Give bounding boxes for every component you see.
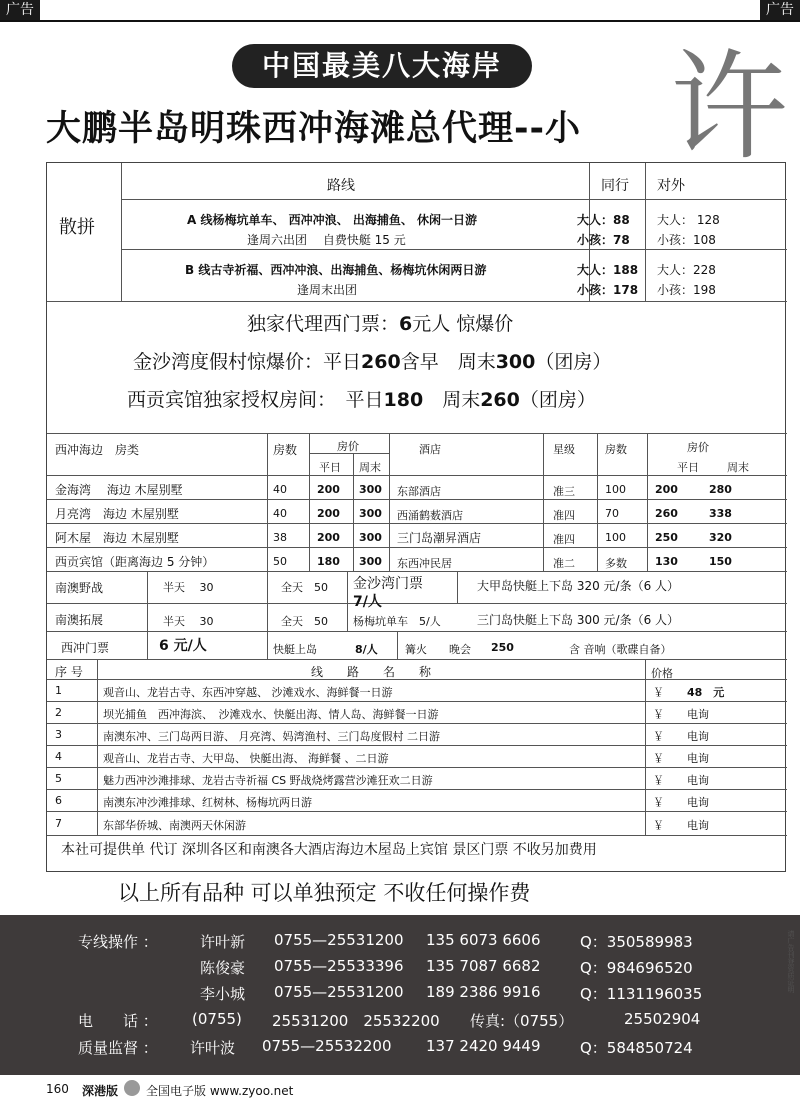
routes-head-name: 线 路 名 称	[311, 665, 432, 679]
person-2-qq: Q：984696520	[580, 959, 693, 977]
route-a-pub-child: 小孩：108	[657, 233, 716, 247]
route-b-peer-adult: 大人：188	[577, 263, 639, 277]
tel-numbers: 25531200 25532200	[272, 1012, 440, 1030]
extra-2-name: 南澳拓展	[55, 613, 104, 627]
rooms-head-weekend2: 周末	[727, 461, 749, 474]
ops-label: 专线操作 ：	[78, 933, 158, 951]
route-name: 坝光捕鱼 西冲海滨、 沙滩戏水、快艇出海、情人岛、海鲜餐一日游	[103, 708, 439, 721]
room-weekday: 200	[317, 531, 340, 544]
person-1-name: 许叶新	[200, 933, 246, 951]
slogan-banner: 中国最美八大海岸	[232, 44, 532, 88]
fax-label: 传真:（0755）	[470, 1012, 574, 1030]
hotel-count: 多数	[605, 557, 627, 570]
room-count: 40	[273, 483, 287, 496]
yuan-sign: ￥	[653, 686, 664, 699]
extra-3-fire-price: 250	[491, 641, 514, 654]
route-name: 南澳东冲、三门岛两日游、 月亮湾、妈湾渔村、三门岛度假村 二日游	[103, 730, 440, 743]
person-2-name: 陈俊豪	[200, 959, 246, 977]
route-no: 5	[55, 772, 62, 785]
route-a-title: A 线杨梅坑单车、 西冲冲浪、 出海捕鱼、 休闲一日游	[187, 213, 478, 227]
promo-2d: 300	[495, 351, 536, 373]
promo-2a: 金沙湾度假村惊爆价：平日	[133, 351, 362, 373]
rooms-head-weekend: 周末	[359, 461, 381, 474]
promo-3a: 西贡宾馆独家授权房间： 平日	[127, 389, 384, 411]
extra-1-full: 全天 50	[281, 581, 328, 594]
promo-3c: 周末	[423, 389, 481, 411]
edition-label: 深港版	[82, 1084, 119, 1098]
person-3-phone: 0755—25531200	[274, 983, 404, 1001]
room-weekday: 200	[317, 483, 340, 496]
route-price: 48 元	[687, 686, 725, 699]
side-note: 请广告刊登资质证明	[787, 930, 795, 993]
price-sheet	[46, 162, 786, 872]
group-label: 散拼	[59, 217, 95, 238]
rooms-head-weekday: 平日	[319, 461, 341, 474]
extra-1-name: 南澳野战	[55, 581, 104, 595]
extra-2-bike: 杨梅坑单车 5/人	[353, 615, 441, 628]
yuan-sign: ￥	[653, 752, 664, 765]
hotel-weekday: 260	[655, 507, 678, 520]
person-3-qq: Q：1131196035	[580, 985, 703, 1003]
hotel-count: 100	[605, 483, 626, 496]
rooms-head-area: 西冲海边 房类	[55, 443, 140, 457]
ad-label-right: 广告	[760, 0, 800, 20]
hotel-weekend: 320	[709, 531, 732, 544]
promo-3e: （团房）	[519, 389, 596, 411]
bottom-slogan: 以上所有品种 可以单独预定 不收任何操作费	[118, 881, 531, 905]
promo-2e: （团房）	[535, 351, 612, 373]
promo-1b: 6	[399, 313, 413, 335]
top-rule	[0, 20, 800, 22]
route-b-sub: 逢周末出团	[297, 283, 358, 297]
tel-area: (0755)	[192, 1010, 242, 1028]
promo-3b: 180	[383, 389, 424, 411]
room-name: 月亮湾 海边 木屋别墅	[55, 507, 179, 521]
route-no: 6	[55, 794, 62, 807]
extra-2-half: 半天 30	[163, 615, 214, 628]
extra-3-audio: 含 音响（歌碟自备）	[569, 643, 672, 656]
edition-logo-icon	[124, 1080, 140, 1096]
hotel-weekday: 250	[655, 531, 678, 544]
person-3-mobile: 189 2386 9916	[426, 983, 541, 1001]
yuan-sign: ￥	[653, 708, 664, 721]
route-price: 电询	[687, 819, 709, 832]
route-price: 电询	[687, 730, 709, 743]
jinsha-ticket: 金沙湾门票	[353, 576, 423, 592]
route-no: 1	[55, 684, 62, 697]
hotel-star: 准四	[553, 533, 575, 546]
room-count: 40	[273, 507, 287, 520]
hotel-count: 70	[605, 507, 619, 520]
head-public: 对外	[657, 178, 685, 194]
route-a-sub: 逢周六出团 自费快艇 15 元	[247, 233, 406, 247]
hotel-star: 准三	[553, 485, 575, 498]
rooms-head-price: 房价	[337, 440, 359, 453]
person-2-phone: 0755—25533396	[274, 957, 404, 975]
routes-head-price: 价格	[651, 667, 673, 680]
hotel-weekday: 130	[655, 555, 678, 568]
rooms-head-price2: 房价	[687, 441, 709, 454]
room-weekend: 300	[359, 555, 382, 568]
route-name: 东部华侨城、南澳两天休闲游	[103, 819, 246, 832]
extra-3-price: 6 元/人	[159, 638, 207, 654]
promo-1c: 元人 惊爆价	[412, 313, 514, 335]
route-b-peer-child: 小孩：178	[577, 283, 639, 297]
person-3-name: 李小城	[200, 985, 246, 1003]
rooms-head-star: 星级	[553, 443, 575, 456]
route-a-pub-adult: 大人： 128	[657, 213, 720, 227]
route-no: 4	[55, 750, 62, 763]
extra-1-right: 大甲岛快艇上下岛 320 元/条（6 人）	[477, 579, 680, 593]
ad-label-left: 广告	[0, 0, 40, 20]
hotel-weekend: 280	[709, 483, 732, 496]
qc-phone: 0755—25532200	[262, 1037, 392, 1055]
qc-label: 质量监督 ：	[78, 1039, 158, 1057]
promo-3d: 260	[480, 389, 520, 411]
route-price: 电询	[687, 752, 709, 765]
route-a-peer-child: 小孩：78	[577, 233, 630, 247]
qc-name: 许叶波	[190, 1039, 236, 1057]
hotel-count: 100	[605, 531, 626, 544]
qc-mobile: 137 2420 9449	[426, 1037, 541, 1055]
route-b-title: B 线古寺祈福、西冲冲浪、出海捕鱼、杨梅坑休闲两日游	[185, 263, 487, 277]
route-no: 2	[55, 706, 62, 719]
tel-label: 电 话 ：	[78, 1012, 158, 1030]
extra-3-boat: 快艇上岛	[273, 643, 317, 656]
rooms-head-count: 房数	[273, 443, 298, 457]
room-weekend: 300	[359, 531, 382, 544]
contact-panel	[0, 915, 800, 1075]
promo-line-2	[133, 347, 611, 374]
route-name: 观音山、龙岩古寺、大甲岛、 快艇出海、 海鲜餐 、二日游	[103, 752, 389, 765]
route-no: 3	[55, 728, 62, 741]
room-name: 阿木屋 海边 木屋别墅	[55, 531, 179, 545]
hotel-star: 准四	[553, 509, 575, 522]
room-count: 38	[273, 531, 287, 544]
room-count: 50	[273, 555, 287, 568]
room-weekday: 200	[317, 507, 340, 520]
route-name: 魅力西冲沙滩排球、龙岩古寺祈福 CS 野战烧烤露营沙滩狂欢二日游	[103, 774, 433, 787]
yuan-sign: ￥	[653, 730, 664, 743]
hotel-name: 东西冲民居	[397, 557, 452, 570]
extra-3-fire: 篝火 晚会	[405, 643, 471, 656]
jinsha-ticket-price: 7/人	[353, 594, 382, 610]
head-peer: 同行	[601, 178, 629, 194]
hotel-weekday: 200	[655, 483, 678, 496]
route-price: 电询	[687, 774, 709, 787]
route-a-peer-adult: 大人：88	[577, 213, 630, 227]
route-price: 电询	[687, 708, 709, 721]
service-note: 本社可提供单 代订 深圳各区和南澳各大酒店海边木屋岛上宾馆 景区门票 不收另加费用	[61, 842, 597, 858]
promo-2b: 260	[361, 351, 401, 373]
route-name: 观音山、龙岩古寺、东西冲穿越、 沙滩戏水、海鲜餐一日游	[103, 686, 393, 699]
room-weekend: 300	[359, 507, 382, 520]
head-route: 路线	[327, 178, 355, 194]
person-1-phone: 0755—25531200	[274, 931, 404, 949]
person-2-mobile: 135 7087 6682	[426, 957, 541, 975]
rooms-head-count2: 房数	[605, 443, 627, 456]
extra-3-name: 西冲门票	[61, 641, 110, 655]
promo-line-3	[127, 385, 596, 412]
promo-line-1	[247, 309, 513, 336]
route-b-pub-child: 小孩：198	[657, 283, 716, 297]
promo-1a: 独家代理西门票：	[247, 313, 400, 335]
hotel-name: 东部酒店	[397, 485, 441, 498]
brush-calligraphy: 许	[670, 38, 789, 176]
fax-number: 25502904	[624, 1010, 701, 1028]
hotel-weekend: 150	[709, 555, 732, 568]
route-no: 7	[55, 817, 62, 830]
hotel-star: 准二	[553, 557, 575, 570]
promo-2c: 含早 周末	[400, 351, 496, 373]
extra-2-full: 全天 50	[281, 615, 328, 628]
yuan-sign: ￥	[653, 819, 664, 832]
page-number: 160	[46, 1082, 69, 1096]
rooms-head-weekday2: 平日	[677, 461, 699, 474]
room-weekend: 300	[359, 483, 382, 496]
headline: 大鹏半岛明珠西冲海滩总代理--小	[46, 109, 582, 149]
route-price: 电询	[687, 796, 709, 809]
route-name: 南澳东冲沙滩排球、红树林、杨梅坑两日游	[103, 796, 312, 809]
hotel-name: 三门岛潮昇酒店	[397, 531, 482, 545]
rooms-head-hotel: 酒店	[419, 443, 441, 456]
room-name: 西贡宾馆（距离海边 5 分钟）	[55, 555, 215, 569]
hotel-weekend: 338	[709, 507, 732, 520]
hotel-name: 西涌鹤薮酒店	[397, 509, 463, 522]
qc-qq: Q：584850724	[580, 1039, 693, 1057]
extra-1-half: 半天 30	[163, 581, 214, 594]
room-name: 金海湾 海边 木屋别墅	[55, 483, 183, 497]
electronic-edition: 全国电子版 www.zyoo.net	[146, 1084, 294, 1098]
yuan-sign: ￥	[653, 774, 664, 787]
yuan-sign: ￥	[653, 796, 664, 809]
routes-head-no: 序 号	[55, 665, 83, 679]
person-1-qq: Q：350589983	[580, 933, 693, 951]
person-1-mobile: 135 6073 6606	[426, 931, 541, 949]
route-b-pub-adult: 大人：228	[657, 263, 716, 277]
extra-2-right: 三门岛快艇上下岛 300 元/条（6 人）	[477, 613, 680, 627]
extra-3-boat-price: 8/人	[355, 643, 378, 656]
room-weekday: 180	[317, 555, 340, 568]
